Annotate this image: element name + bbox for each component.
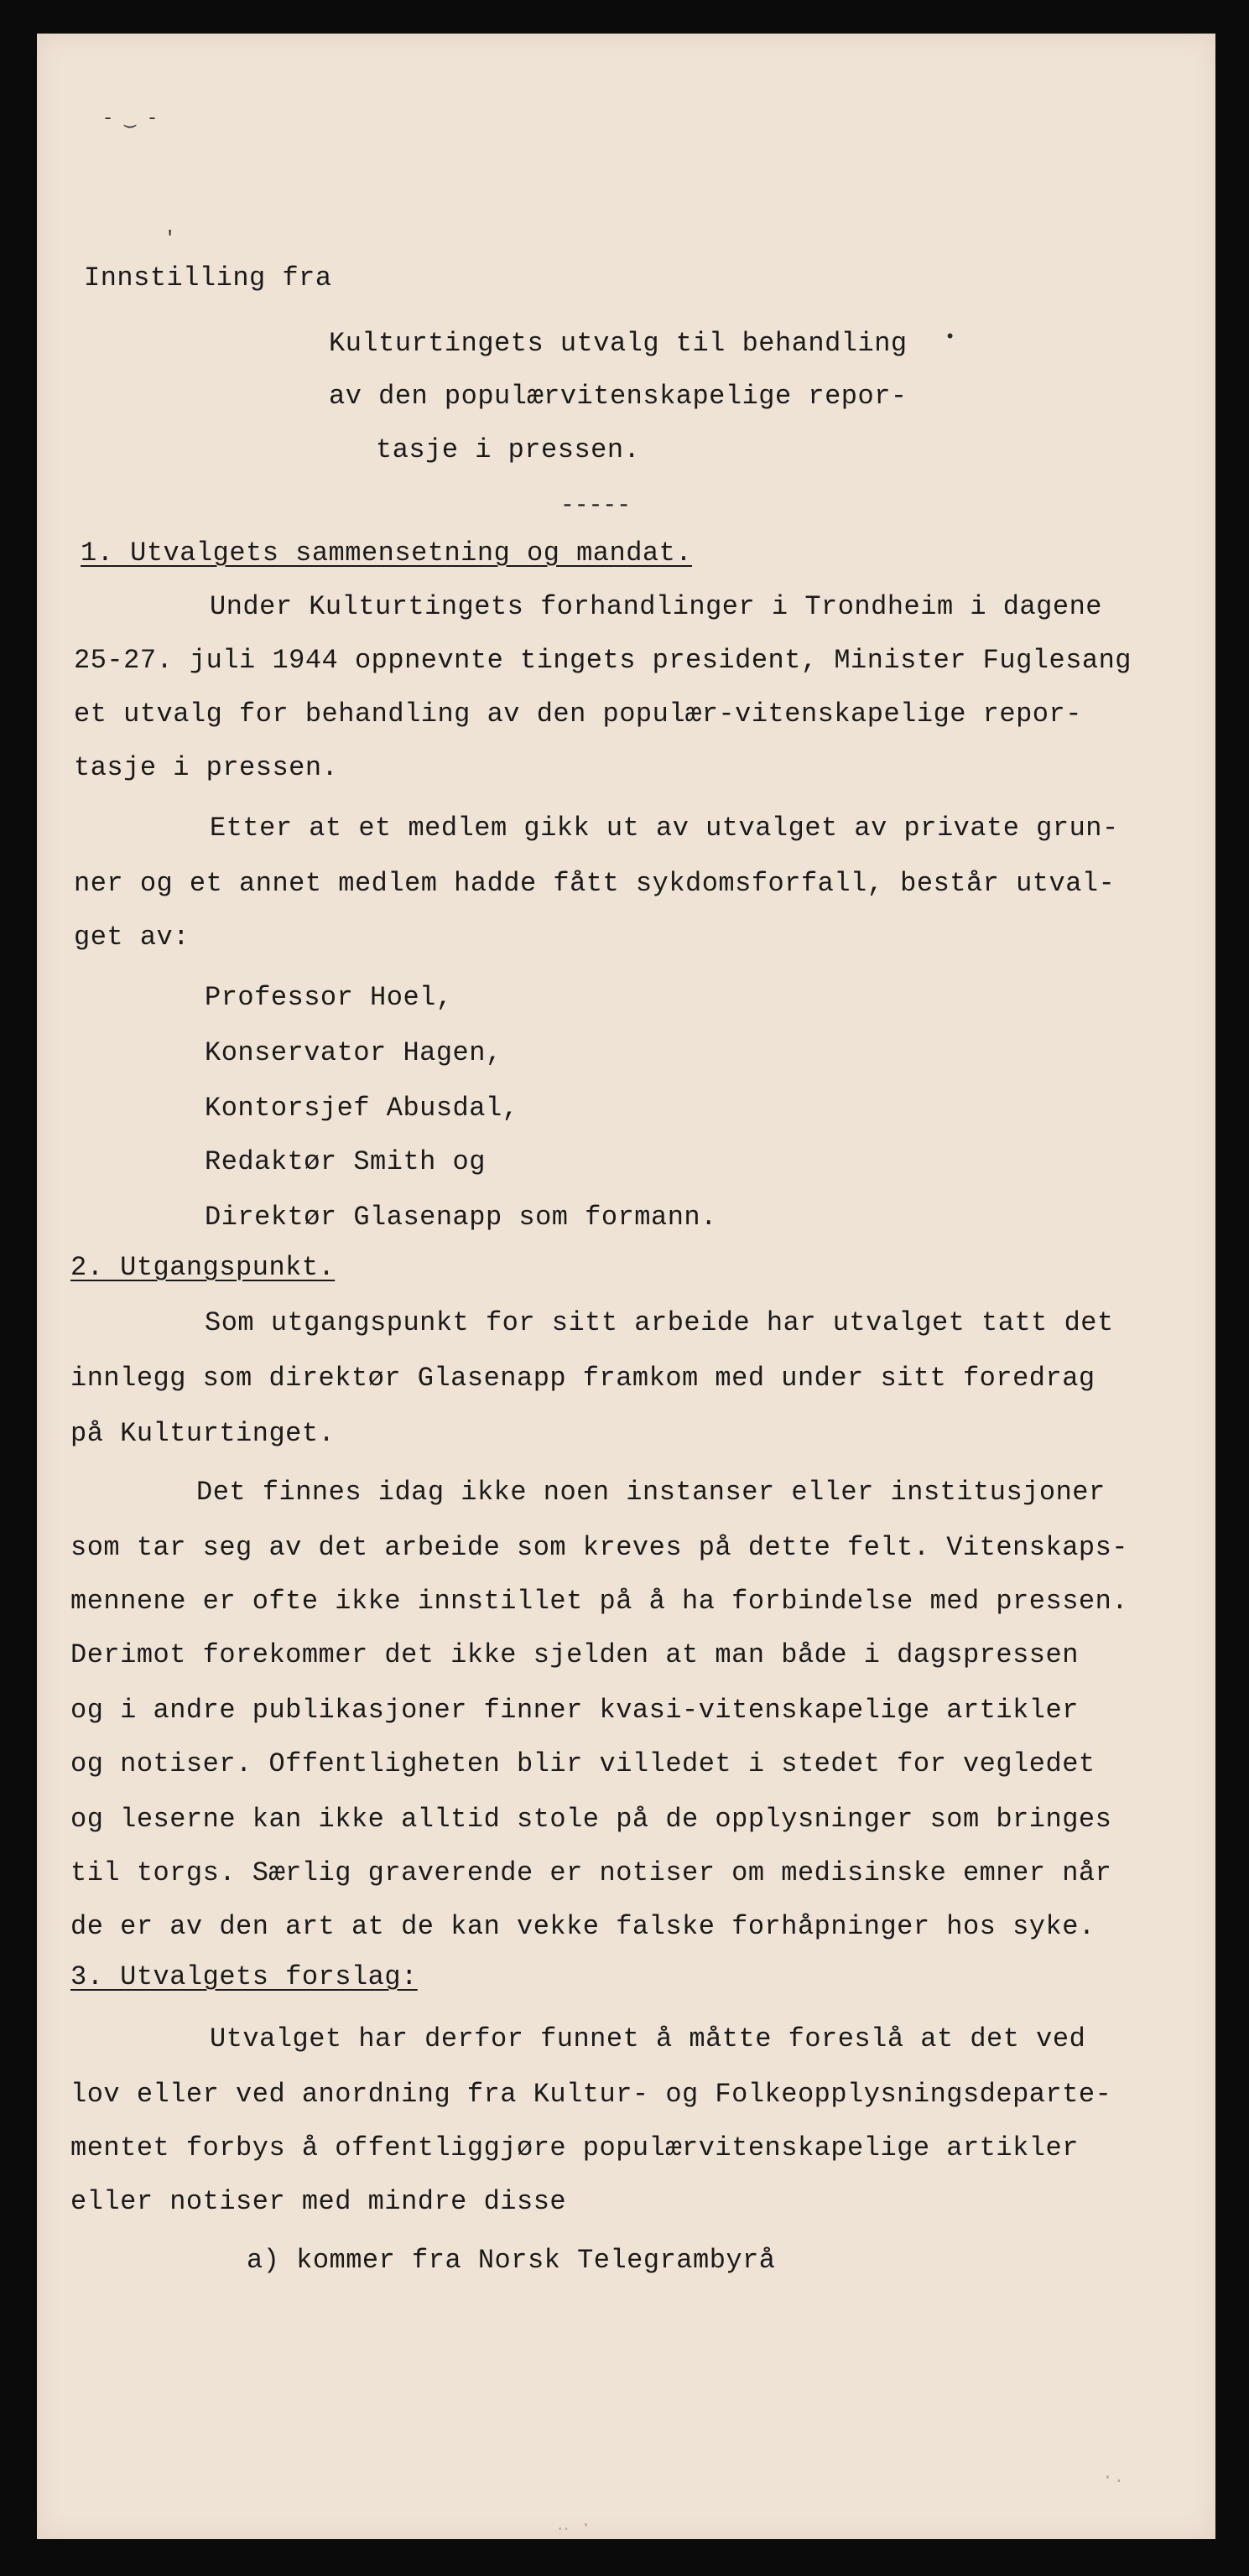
paragraph-line: 25-27. juli 1944 oppnevnte tingets president, Minister Fuglesang: [74, 645, 1132, 676]
list-item-a: a) kommer fra Norsk Telegrambyrå: [247, 2245, 776, 2276]
paragraph-line: Utvalget har derfor funnet å måtte foreslå at det ved: [210, 2023, 1086, 2054]
paragraph-line: Etter at et medlem gikk ut av utvalget av private grun-: [210, 813, 1119, 844]
paragraph-line: Det finnes idag ikke noen instanser eller institusjoner: [196, 1477, 1106, 1508]
section-3-heading: 3. Utvalgets forslag:: [70, 1961, 418, 1992]
paragraph-line: og leserne kan ikke alltid stole på de opplysninger som bringes: [70, 1804, 1112, 1835]
member-item: Direktør Glasenapp som formann.: [205, 1202, 717, 1233]
paragraph-line: Derimot forekommer det ikke sjelden at man både i dagspressen: [70, 1639, 1079, 1670]
title-line-3: av den populærvitenskapelige repor-: [329, 381, 908, 412]
paragraph-line: mentet forbys å offentliggjøre populærvitenskapelige artikler: [70, 2132, 1079, 2163]
document-page: [37, 34, 1215, 2539]
member-item: Konservator Hagen,: [205, 1037, 502, 1068]
stray-ink-mark: ': [164, 228, 176, 249]
paragraph-line: innlegg som direktør Glasenapp framkom med under sitt foredrag: [70, 1363, 1095, 1394]
separator: -----: [560, 493, 632, 519]
paragraph-line: de er av den art at de kan vekke falske forhåpninger hos syke.: [70, 1911, 1095, 1942]
paragraph-line: ner og et annet medlem hadde fått sykdomsforfall, består utval-: [74, 868, 1116, 899]
paragraph-line: på Kulturtinget.: [70, 1418, 336, 1449]
stray-ink-mark: - ‿ -: [102, 108, 159, 129]
paragraph-line: Som utgangspunkt for sitt arbeide har utvalget tatt det: [205, 1307, 1114, 1338]
stray-dot: •: [945, 327, 956, 348]
paragraph-line: Under Kulturtingets forhandlinger i Trondheim i dagene: [210, 591, 1102, 622]
paragraph-line: til torgs. Særlig graverende er notiser om medisinske emner når: [70, 1857, 1112, 1888]
paragraph-line: mennene er ofte ikke innstillet på å ha forbindelse med pressen.: [70, 1586, 1128, 1617]
faint-mark: ‥ ·: [557, 2515, 592, 2536]
title-line-2: Kulturtingets utvalg til behandling: [329, 328, 908, 359]
paragraph-line: tasje i pressen.: [74, 752, 339, 783]
member-item: Professor Hoel,: [205, 982, 453, 1013]
paragraph-line: og i andre publikasjoner finner kvasi-vitenskapelige artikler: [70, 1695, 1079, 1726]
paragraph-line: eller notiser med mindre disse: [70, 2186, 567, 2217]
member-item: Redaktør Smith og: [205, 1146, 486, 1177]
section-1-heading: 1. Utvalgets sammensetning og mandat.: [81, 538, 693, 569]
title-line-4: tasje i pressen.: [376, 434, 641, 465]
paragraph-line: get av:: [74, 922, 190, 953]
section-2-heading: 2. Utgangspunkt.: [70, 1252, 336, 1283]
paragraph-line: og notiser. Offentligheten blir villedet i stedet for vegledet: [70, 1748, 1095, 1779]
paragraph-line: lov eller ved anordning fra Kultur- og Folkeopplysningsdeparte-: [70, 2079, 1112, 2110]
title-line-1: Innstilling fra: [84, 262, 332, 293]
paragraph-line: et utvalg for behandling av den populær-vitenskapelige repor-: [74, 699, 1082, 730]
member-item: Kontorsjef Abusdal,: [205, 1093, 519, 1124]
paragraph-line: som tar seg av det arbeide som kreves på dette felt. Vitenskaps-: [70, 1532, 1128, 1563]
faint-mark: ·.: [1102, 2467, 1125, 2488]
